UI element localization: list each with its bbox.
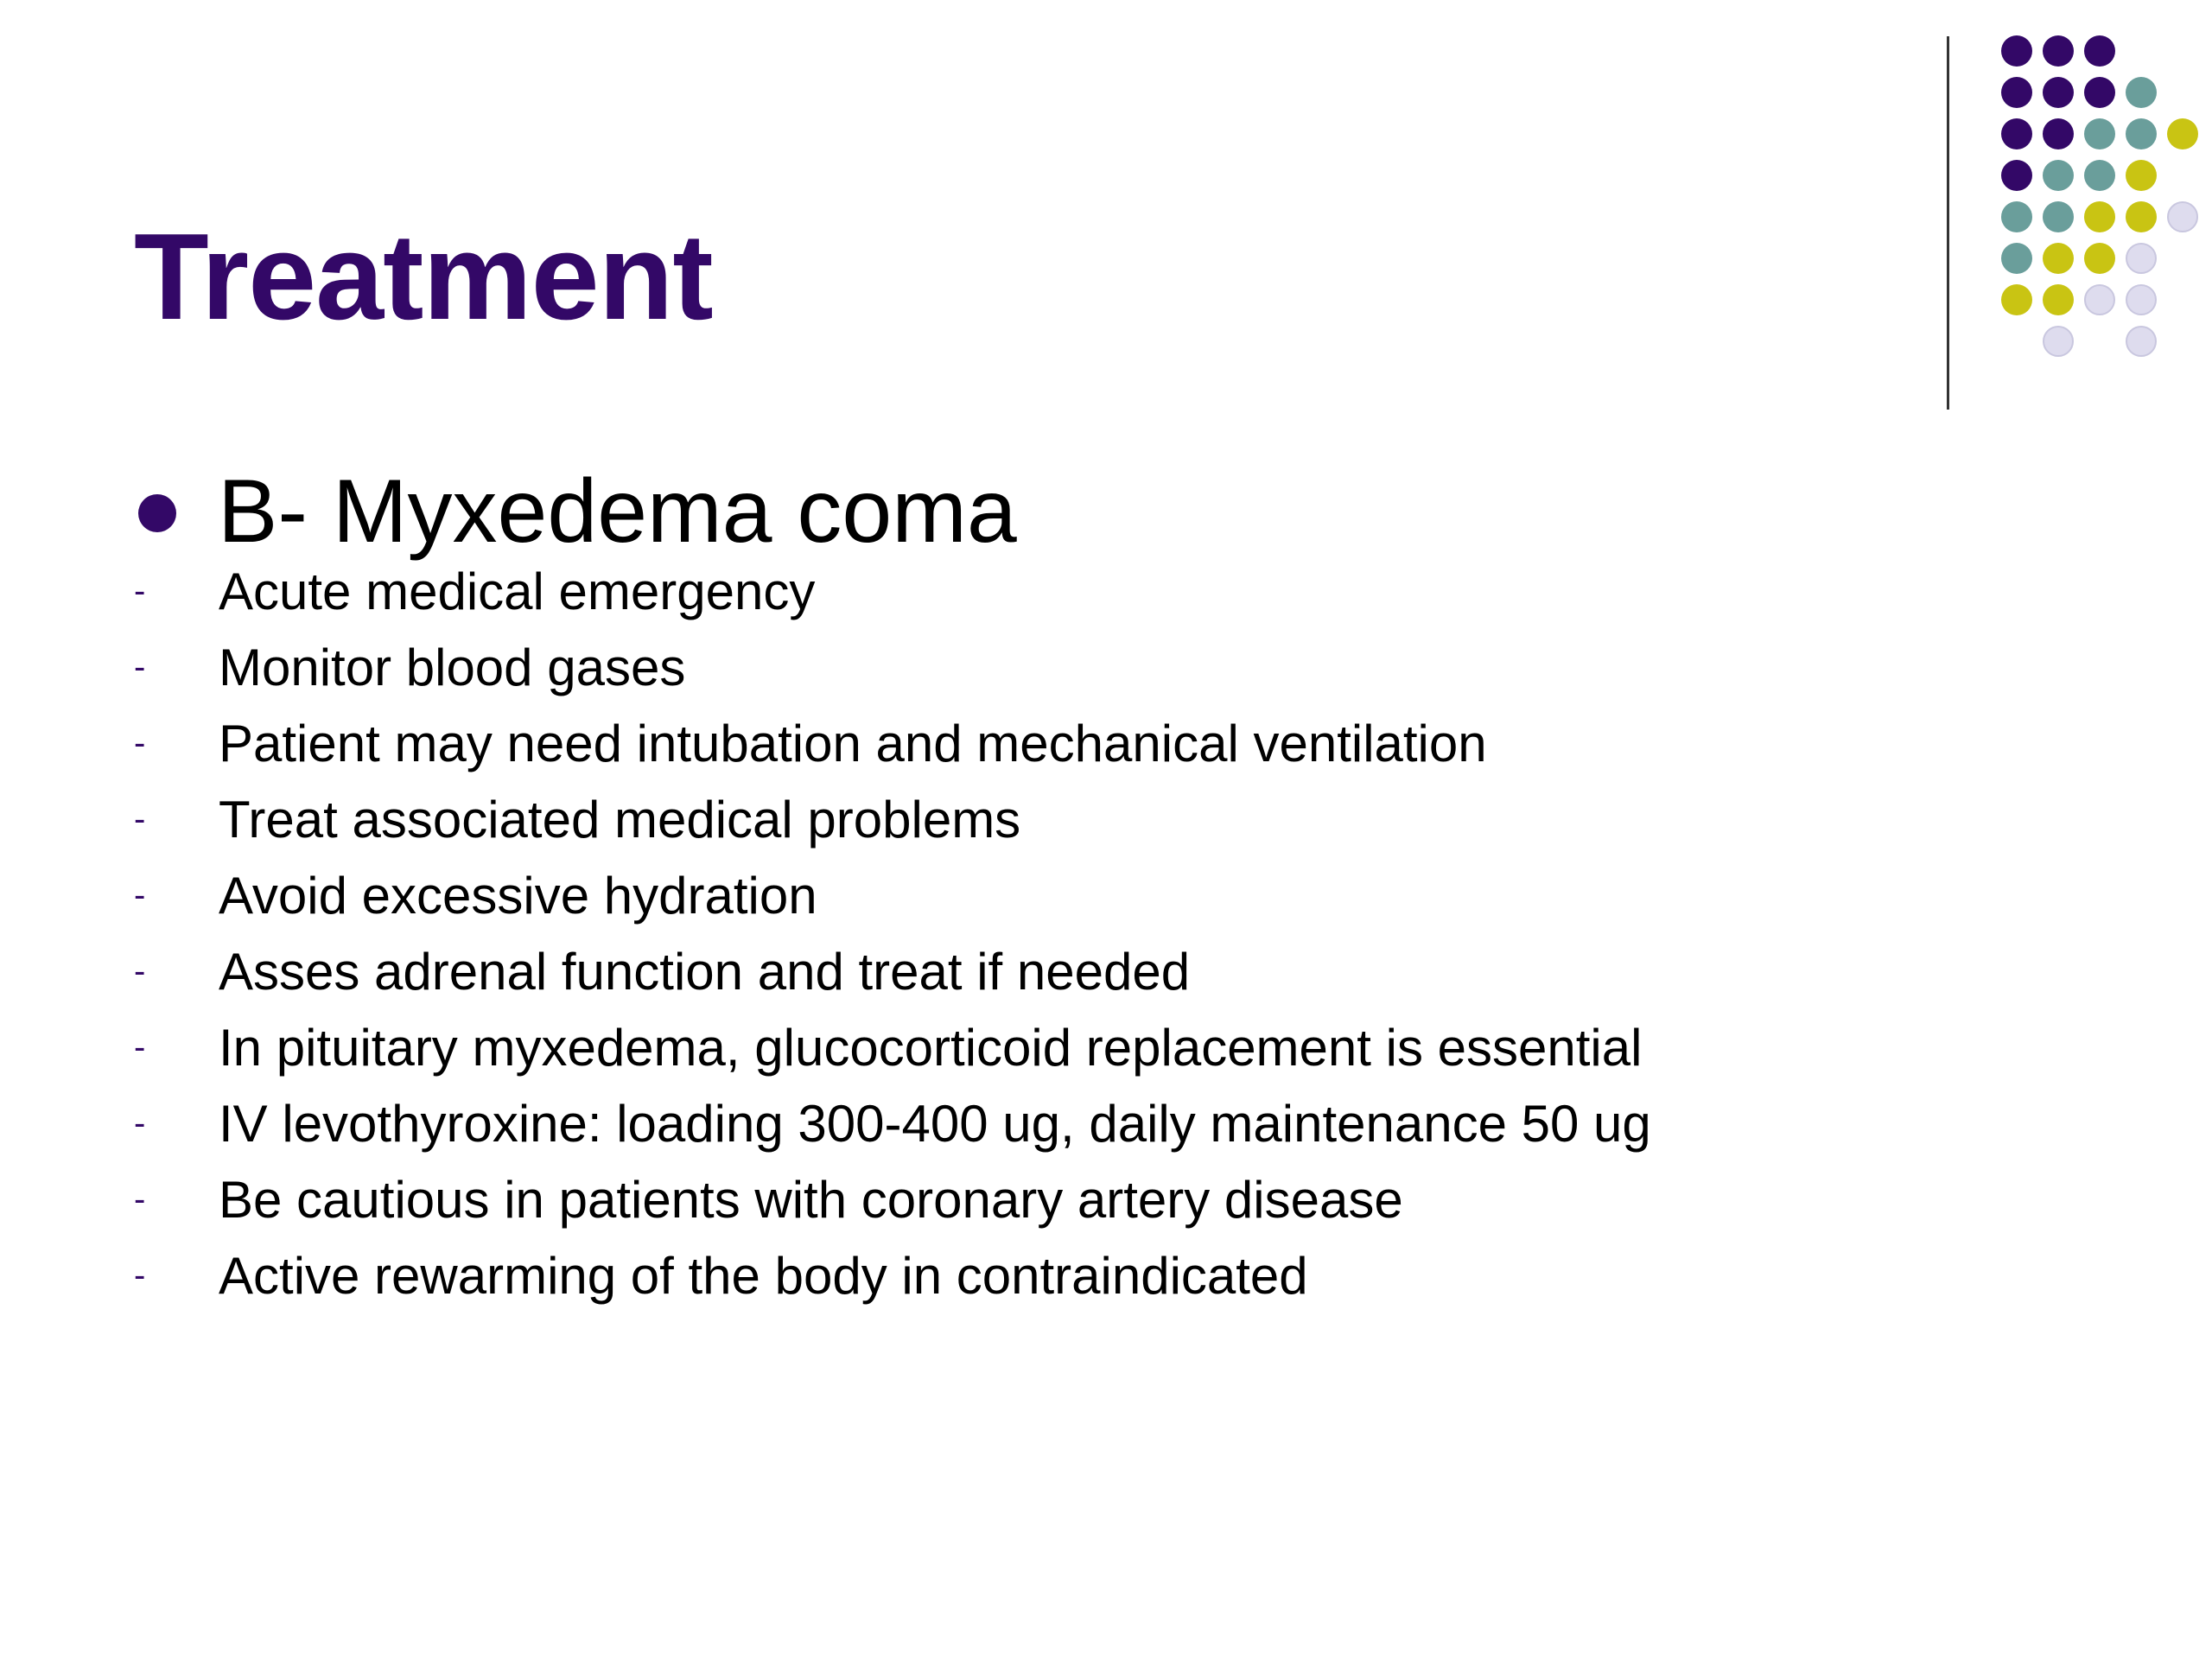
decorative-dot-purple bbox=[2001, 118, 2032, 149]
decorative-dot-lavender bbox=[2167, 201, 2198, 232]
decorative-dot-lavender bbox=[2126, 284, 2157, 315]
decorative-dot-purple bbox=[2001, 35, 2032, 67]
bullet-dot-icon bbox=[138, 494, 176, 532]
decorative-dot-lavender bbox=[2126, 326, 2157, 357]
dash-marker: - bbox=[134, 876, 146, 914]
dash-marker: - bbox=[134, 724, 146, 762]
sub-bullet-text: Monitor blood gases bbox=[219, 639, 686, 696]
decorative-dot-teal bbox=[2084, 160, 2115, 191]
dash-marker: - bbox=[134, 1180, 146, 1218]
sub-bullet-text: Avoid excessive hydration bbox=[219, 867, 817, 925]
sub-bullet-text: Asses adrenal function and treat if needed bbox=[219, 943, 1191, 1001]
decorative-dot-purple bbox=[2084, 77, 2115, 108]
dash-marker: - bbox=[134, 648, 146, 686]
decorative-dot-purple bbox=[2084, 35, 2115, 67]
title-divider-line bbox=[1947, 36, 1949, 410]
decorative-dot-teal bbox=[2043, 160, 2074, 191]
decorative-dot-teal bbox=[2084, 118, 2115, 149]
sub-bullet-text: Be cautious in patients with coronary artery disease bbox=[219, 1171, 1403, 1229]
sub-bullet-text: Acute medical emergency bbox=[219, 563, 816, 620]
decorative-dot-purple bbox=[2043, 118, 2074, 149]
decorative-dot-lavender bbox=[2043, 326, 2074, 357]
sub-bullet-text: Treat associated medical problems bbox=[219, 791, 1021, 849]
dash-marker: - bbox=[134, 800, 146, 838]
decorative-dot-yellow bbox=[2043, 243, 2074, 274]
dash-marker: - bbox=[134, 952, 146, 990]
decorative-dot-teal bbox=[2126, 77, 2157, 108]
decorative-dot-yellow bbox=[2126, 160, 2157, 191]
sub-bullet-text: Patient may need intubation and mechanical ventilation bbox=[219, 715, 1487, 772]
dash-marker: - bbox=[134, 1028, 146, 1066]
decorative-dot-purple bbox=[2043, 35, 2074, 67]
dash-marker: - bbox=[134, 1104, 146, 1142]
sub-bullet-text: IV levothyroxine: loading 300-400 ug, daily maintenance 50 ug bbox=[219, 1095, 1651, 1153]
dash-marker: - bbox=[134, 1256, 146, 1294]
decorative-dot-yellow bbox=[2043, 284, 2074, 315]
decorative-dot-teal bbox=[2001, 201, 2032, 232]
decorative-dot-yellow bbox=[2126, 201, 2157, 232]
sub-bullet-text: Active rewarming of the body in contraindicated bbox=[219, 1247, 1308, 1305]
decorative-dot-teal bbox=[2001, 243, 2032, 274]
decorative-dot-yellow bbox=[2084, 201, 2115, 232]
decorative-dot-teal bbox=[2126, 118, 2157, 149]
decorative-dot-yellow bbox=[2001, 284, 2032, 315]
decorative-dot-purple bbox=[2001, 160, 2032, 191]
decorative-dot-purple bbox=[2043, 77, 2074, 108]
slide-title: Treatment bbox=[134, 208, 713, 346]
decorative-dot-purple bbox=[2001, 77, 2032, 108]
decorative-dot-lavender bbox=[2126, 243, 2157, 274]
decorative-dot-lavender bbox=[2084, 284, 2115, 315]
decorative-dot-teal bbox=[2043, 201, 2074, 232]
main-bullet-text: B- Myxedema coma bbox=[218, 461, 1017, 562]
sub-bullet-text: In pituitary myxedema, glucocorticoid replacement is essential bbox=[219, 1019, 1643, 1077]
decorative-dot-yellow bbox=[2167, 118, 2198, 149]
dash-marker: - bbox=[134, 572, 146, 610]
decorative-dot-yellow bbox=[2084, 243, 2115, 274]
